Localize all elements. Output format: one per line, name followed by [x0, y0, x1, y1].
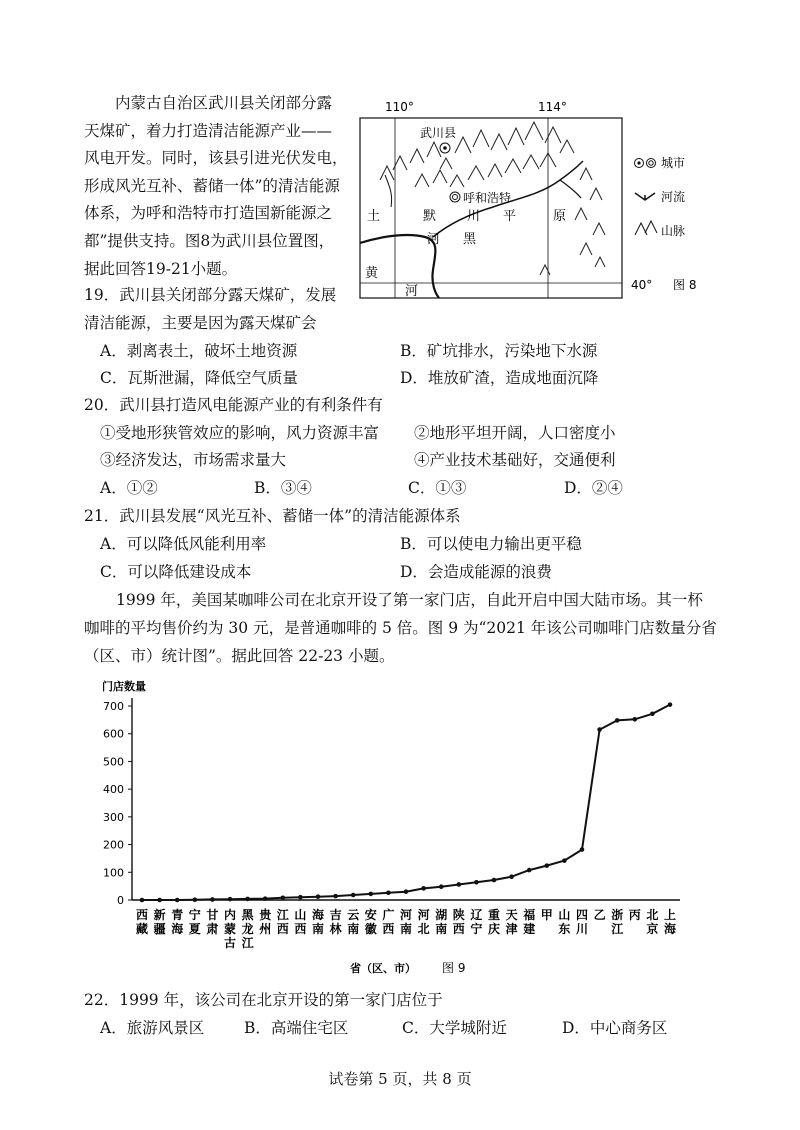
q22-option-b: B．高端住宅区	[244, 1019, 349, 1037]
x-tick-label: 新疆	[153, 908, 166, 936]
x-tick-label: 陕西	[452, 908, 465, 936]
q19-option-d: D．堆放矿渣，造成地面沉降	[400, 369, 599, 387]
q20-option-a: A．①②	[100, 479, 158, 497]
data-point	[369, 892, 374, 897]
x-tick-label: 河南	[399, 908, 413, 936]
q22-option-d: D．中心商务区	[562, 1019, 668, 1037]
y-tick-label: 400	[103, 783, 124, 797]
x-tick-label: 天津	[505, 908, 518, 936]
intro-paragraph	[84, 90, 354, 283]
legend-city-icon-2	[647, 159, 656, 168]
x-tick-label: 福建	[523, 908, 536, 936]
tributary	[560, 180, 581, 198]
y-tick-label: 500	[103, 755, 124, 769]
q21-stem: 21．武川县发展“风光互补、蓄储一体”的清洁能源体系	[84, 507, 461, 525]
data-point	[615, 718, 620, 723]
y-tick-label: 300	[103, 810, 124, 824]
data-point	[527, 868, 532, 873]
data-point	[562, 858, 567, 863]
legend-mountain-label: 山脉	[661, 224, 686, 238]
q20-statement-3: ③经济发达，市场需求量大	[100, 451, 287, 469]
data-point	[474, 880, 479, 885]
q20-statement-2: ②地形平坦开阔，人口密度小	[414, 424, 616, 442]
intro-line: 据此回答19-21小题。	[84, 259, 238, 278]
q21-option-d: D．会造成能源的浪费	[400, 563, 552, 581]
intro-line: 风电开发。同时，该县引进光伏发电，	[84, 149, 348, 168]
east-mountains	[540, 168, 605, 275]
x-tick-label: 贵州	[259, 908, 272, 936]
x-tick-label: 广西	[382, 908, 395, 936]
data-point	[386, 890, 391, 895]
x-tick-label: 安徽	[364, 908, 377, 936]
intro-line: 内蒙古自治区武川县关闭部分露	[115, 94, 333, 112]
label-mo: 默	[423, 209, 437, 224]
label-he2: 河	[405, 284, 419, 299]
y-tick-label: 0	[117, 894, 124, 907]
x-tick-label: 湖南	[435, 908, 448, 936]
label-hei: 黑	[463, 232, 477, 247]
data-point	[509, 874, 514, 879]
wuchuan-city-dot	[443, 146, 447, 150]
x-tick-label: 乙	[593, 908, 606, 922]
label-huang: 黄	[365, 266, 379, 281]
store-count-chart	[90, 676, 710, 981]
label-yuan: 原	[553, 209, 567, 224]
chart-caption: 图 9	[442, 961, 466, 975]
label-tu: 土	[367, 209, 381, 224]
q20-statement-1: ①受地形狭管效应的影响，风力资源丰富	[100, 424, 380, 442]
data-point	[175, 898, 180, 903]
data-point	[633, 717, 638, 722]
data-point	[316, 894, 321, 899]
x-tick-label: 浙江	[611, 908, 624, 936]
page-footer: 试卷第 5 页，共 8 页	[328, 1070, 472, 1088]
para2-line-2: 咖啡的平均售价约为 30 元，是普通咖啡的 5 倍。图 9 为“2021 年该公司咖啡门店数量分省	[84, 619, 717, 637]
data-point	[650, 711, 655, 716]
x-tick-label: 山西	[294, 908, 307, 936]
x-tick-label: 云南	[347, 908, 360, 936]
q21-option-b: B．可以使电力输出更平稳	[400, 535, 582, 553]
data-point	[492, 878, 497, 883]
data-point	[668, 702, 673, 707]
q19-option-c: C．瓦斯泄漏，降低空气质量	[100, 369, 298, 387]
chart-x-label: 省（区、市）	[350, 962, 416, 975]
x-tick-label: 黑龙江	[241, 908, 254, 950]
x-tick-label: 海南	[311, 908, 325, 936]
lon-114-label: 114°	[538, 100, 567, 114]
legend-city-label: 城市	[661, 156, 686, 170]
intro-line: 天煤矿，着力打造清洁能源产业——	[84, 121, 333, 140]
legend-mountain-icon	[635, 221, 657, 235]
hohhot-city-inner	[453, 195, 458, 200]
q19-option-a: A．剥离表土，破坏土地资源	[100, 342, 298, 360]
lat-40-label: 40°	[631, 278, 653, 292]
data-point	[597, 727, 602, 732]
q20-stem: 20．武川县打造风电能源产业的有利条件有	[84, 396, 383, 414]
x-tick-label: 西藏	[135, 908, 149, 936]
label-chuan: 川	[467, 209, 481, 224]
data-point	[580, 847, 585, 852]
x-tick-label: 丙	[628, 908, 641, 922]
q20-statement-4: ④产业技术基础好，交通便利	[414, 451, 616, 469]
data-point	[545, 863, 550, 868]
para2-line-3: （区、市）统计图”。据此回答 22-23 小题。	[84, 647, 395, 665]
q22-stem: 22．1999 年，该公司在北京开设的第一家门店位于	[84, 991, 443, 1009]
legend-city-inner	[649, 161, 653, 165]
x-tick-label: 青海	[171, 908, 184, 936]
data-point	[157, 898, 162, 903]
location-map	[355, 95, 715, 305]
x-tick-label: 内蒙古	[223, 908, 237, 950]
intro-line: 形成风光互补、蓄储一体”的清洁能源	[84, 176, 340, 195]
label-ping: 平	[503, 209, 517, 224]
data-point	[298, 895, 303, 900]
q19-stem-1: 19．武川县关闭部分露天煤矿，发展	[84, 286, 337, 304]
data-point	[351, 893, 356, 898]
mountain-range	[380, 122, 574, 187]
q21-option-a: A．可以降低风能利用率	[100, 535, 267, 553]
x-tick-label: 四川	[575, 908, 589, 936]
data-point	[281, 895, 286, 900]
x-tick-label: 辽宁	[470, 908, 483, 936]
data-point	[210, 897, 215, 902]
hohhot-label: 呼和浩特	[463, 191, 512, 205]
y-tick-label: 600	[103, 727, 124, 741]
x-tick-label: 上海	[663, 908, 677, 936]
q19-stem-2: 清洁能源，主要是因为露天煤矿会	[84, 314, 317, 332]
intro-line: 都”提供支持。图8为武川县位置图，	[84, 231, 335, 250]
x-tick-label: 宁夏	[188, 908, 201, 936]
q20-option-b: B．③④	[254, 479, 312, 497]
data-point	[421, 886, 426, 891]
data-point	[333, 894, 338, 899]
x-tick-label: 河北	[417, 908, 430, 936]
x-tick-label: 甘肃	[206, 908, 219, 936]
x-tick-label: 甲	[540, 908, 553, 922]
data-point	[457, 882, 462, 887]
q19-option-b: B．矿坑排水，污染地下水源	[400, 342, 598, 360]
lon-110-label: 110°	[385, 100, 414, 114]
label-he1: 河	[427, 232, 441, 247]
y-tick-label: 200	[103, 838, 124, 852]
legend-river-label: 河流	[661, 190, 686, 204]
q22-option-c: C．大学城附近	[402, 1019, 507, 1037]
data-point	[404, 889, 409, 894]
q22-option-a: A．旅游风景区	[100, 1019, 205, 1037]
hohhot-city-icon	[450, 192, 460, 202]
figure-8-caption: 图 8	[673, 278, 697, 292]
q20-option-c: C．①③	[408, 479, 467, 497]
series-line	[142, 705, 670, 900]
data-point	[140, 898, 145, 903]
x-tick-label: 吉林	[329, 908, 342, 936]
data-point	[193, 897, 198, 902]
x-tick-label: 山东	[558, 908, 571, 936]
y-tick-label: 700	[103, 700, 124, 713]
data-point	[228, 897, 233, 902]
tributary-west	[385, 175, 392, 207]
x-tick-label: 重庆	[487, 908, 501, 936]
q21-option-c: C．可以降低建设成本	[100, 563, 252, 581]
x-tick-label: 江西	[276, 908, 289, 936]
data-point	[245, 897, 250, 902]
chart-y-label: 门店数量	[102, 680, 146, 693]
data-point	[263, 896, 268, 901]
legend-city-dot	[637, 161, 640, 164]
wuchuan-label: 武川县	[420, 126, 457, 140]
para2-line-1: 1999 年，美国某咖啡公司在北京开设了第一家门店，自此开启中国大陆市场。其一杯	[116, 591, 703, 609]
q20-option-d: D．②④	[564, 479, 623, 497]
intro-line: 体系，为呼和浩特市打造国新能源之	[84, 204, 333, 223]
y-tick-label: 100	[103, 866, 124, 880]
legend-river-icon	[635, 193, 655, 200]
x-tick-label: 北京	[646, 908, 659, 936]
data-point	[439, 884, 444, 889]
